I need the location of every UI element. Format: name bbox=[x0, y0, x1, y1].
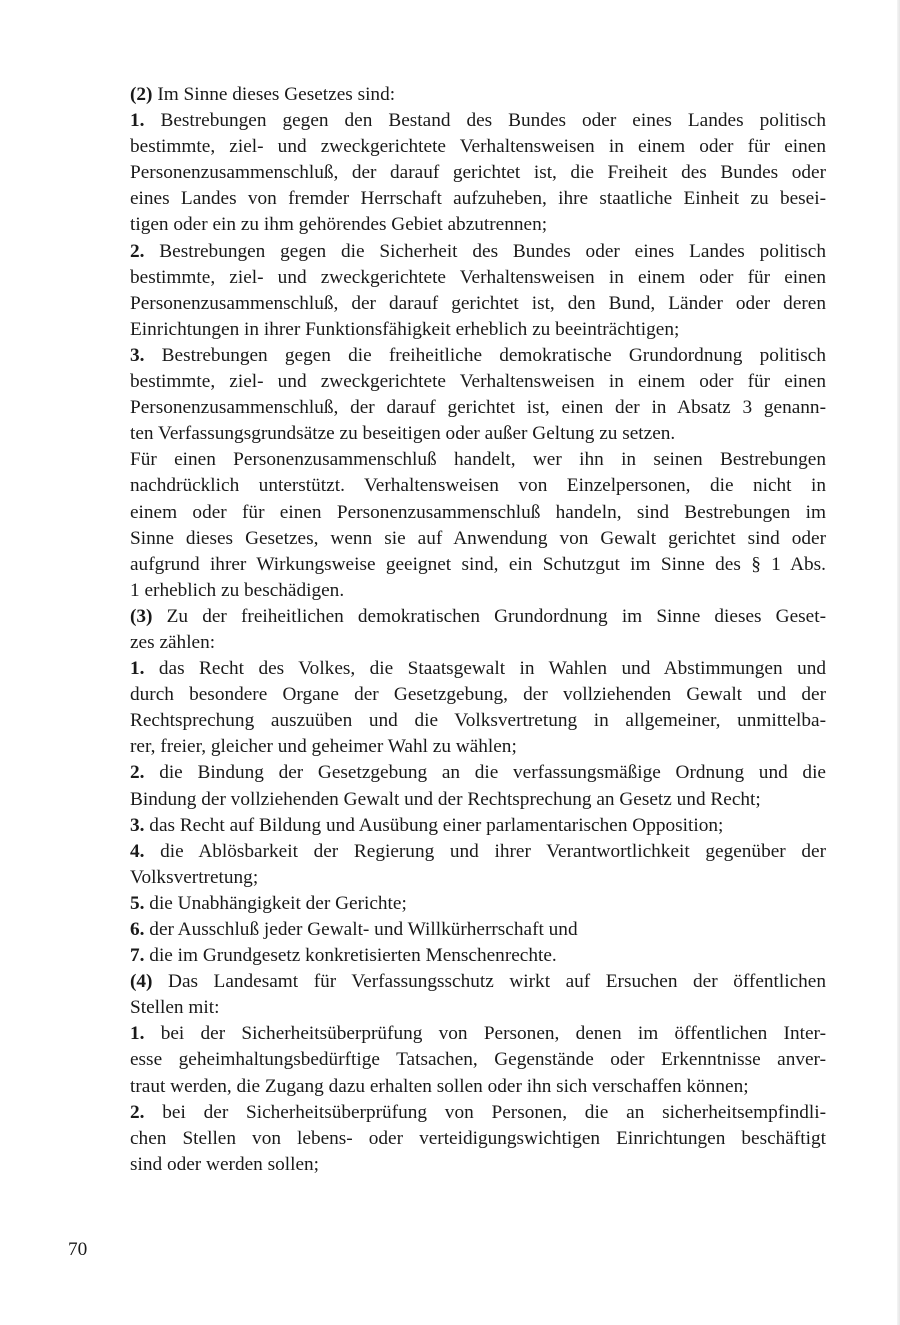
text-line bbox=[130, 682, 826, 708]
text-line bbox=[130, 1126, 826, 1152]
line-text: Bestrebungen gegen die freiheitliche demokratische Grundordnung politisch bbox=[161, 344, 826, 366]
line-text: Personenzusammenschluß, der darauf gerichtet ist, die Freiheit des Bundes oder bbox=[130, 162, 826, 184]
text-line bbox=[130, 1152, 826, 1178]
item-number: 2. bbox=[130, 240, 145, 262]
line-text: chen Stellen von lebens- oder verteidigungswichtigen Einrichtungen beschäftigt bbox=[130, 1127, 826, 1149]
item-number: (2) bbox=[130, 84, 153, 105]
item-number: 1. bbox=[130, 110, 145, 132]
text-line bbox=[130, 1074, 826, 1100]
text-line bbox=[130, 734, 826, 760]
line-text: ten Verfassungsgrundsätze zu beseitigen oder außer Geltung zu setzen. bbox=[130, 423, 676, 445]
text-line bbox=[130, 395, 826, 421]
line-text: Personenzusammenschluß, der darauf gerichtet ist, den Bund, Länder oder deren bbox=[130, 292, 826, 314]
line-text: traut werden, die Zugang dazu erhalten sollen oder ihn sich verschaffen können; bbox=[130, 1075, 749, 1097]
text-line bbox=[130, 291, 826, 317]
text-line bbox=[130, 839, 826, 865]
line-text: Für einen Personenzusammenschluß handelt, wer ihn in seinen Bestrebungen bbox=[130, 449, 826, 471]
line-text: Stellen mit: bbox=[130, 997, 220, 1019]
line-text: tigen oder ein zu ihm gehörendes Gebiet abzutrennen; bbox=[130, 214, 548, 236]
text-line bbox=[130, 369, 826, 395]
text-line bbox=[130, 239, 826, 265]
text-line bbox=[130, 891, 826, 917]
text-line bbox=[130, 943, 826, 969]
text-line bbox=[130, 212, 826, 238]
text-line bbox=[130, 160, 826, 186]
item-number: 2. bbox=[130, 1101, 145, 1123]
line-text: 1 erheblich zu beschädigen. bbox=[130, 579, 345, 601]
text-line bbox=[130, 265, 826, 291]
text-line bbox=[130, 108, 826, 134]
line-text: Rechtsprechung auszuüben und die Volksvertretung in allgemeiner, unmittelba- bbox=[130, 710, 826, 732]
text-line bbox=[130, 578, 826, 604]
text-line bbox=[130, 473, 826, 499]
line-text: die Bindung der Gesetzgebung an die verfassungsmäßige Ordnung und die bbox=[159, 762, 826, 784]
text-line bbox=[130, 813, 826, 839]
line-text: Einrichtungen in ihrer Funktionsfähigkeit erheblich zu beeinträchtigen; bbox=[130, 318, 680, 340]
text-line bbox=[130, 708, 826, 734]
text-line bbox=[130, 317, 826, 343]
line-text: Volksvertretung; bbox=[130, 866, 259, 888]
line-text: bei der Sicherheitsüberprüfung von Personen, die an sicherheitsempfindli- bbox=[162, 1101, 826, 1123]
item-number: 2. bbox=[130, 762, 145, 784]
line-text: durch besondere Organe der Gesetzgebung, der vollziehenden Gewalt und der bbox=[130, 684, 826, 706]
law-text-body bbox=[130, 82, 826, 1178]
text-line bbox=[130, 1100, 826, 1126]
line-text: Zu der freiheitlichen demokratischen Grundordnung im Sinne dieses Geset- bbox=[166, 605, 826, 627]
text-line bbox=[130, 865, 826, 891]
line-text: bestimmte, ziel- und zweckgerichtete Verhaltensweisen in einem oder für einen bbox=[130, 136, 826, 158]
line-text: die im Grundgesetz konkretisierten Menschenrechte. bbox=[149, 945, 557, 967]
line-text: zes zählen: bbox=[130, 631, 216, 653]
text-line bbox=[130, 995, 826, 1021]
text-line bbox=[130, 552, 826, 578]
item-number: 4. bbox=[130, 840, 145, 862]
item-number: (3) bbox=[130, 605, 153, 627]
line-text: nachdrücklich unterstützt. Verhaltensweisen von Einzelpersonen, die nicht in bbox=[130, 475, 826, 497]
line-text: einem oder für einen Personenzusammenschluß handeln, sind Bestrebungen im bbox=[130, 501, 826, 523]
line-text: sind oder werden sollen; bbox=[130, 1153, 320, 1175]
text-line bbox=[130, 134, 826, 160]
item-number: 1. bbox=[130, 658, 145, 680]
item-number: 3. bbox=[130, 344, 145, 366]
item-number: 7. bbox=[130, 945, 145, 967]
text-line bbox=[130, 1047, 826, 1073]
text-line bbox=[130, 787, 826, 813]
line-text: Personenzusammenschluß, der darauf gerichtet ist, einen der in Absatz 3 genann- bbox=[130, 397, 826, 419]
text-line bbox=[130, 421, 826, 447]
text-line bbox=[130, 526, 826, 552]
text-line bbox=[130, 186, 826, 212]
line-text: bestimmte, ziel- und zweckgerichtete Verhaltensweisen in einem oder für einen bbox=[130, 371, 826, 393]
text-line bbox=[130, 969, 826, 995]
text-line bbox=[130, 604, 826, 630]
text-line bbox=[130, 760, 826, 786]
line-text: Bindung der vollziehenden Gewalt und der Rechtsprechung an Gesetz und Recht; bbox=[130, 788, 761, 810]
line-text: die Ablösbarkeit der Regierung und ihrer Verantwortlichkeit gegenüber der bbox=[160, 840, 826, 862]
line-text: aufgrund ihrer Wirkungsweise geeignet sind, ein Schutzgut im Sinne des § 1 Abs. bbox=[130, 553, 826, 575]
line-text: Bestrebungen gegen die Sicherheit des Bundes oder eines Landes politisch bbox=[159, 240, 826, 262]
line-text: das Recht des Volkes, die Staatsgewalt in Wahlen und Abstimmungen und bbox=[158, 658, 826, 680]
item-number: 3. bbox=[130, 814, 145, 836]
line-text: bestimmte, ziel- und zweckgerichtete Verhaltensweisen in einem oder für einen bbox=[130, 266, 826, 288]
text-line bbox=[130, 630, 826, 656]
text-line bbox=[130, 1021, 826, 1047]
line-text: der Ausschluß jeder Gewalt- und Willkürherrschaft und bbox=[149, 919, 578, 940]
line-text: die Unabhängigkeit der Gerichte; bbox=[149, 892, 407, 914]
item-number: (4) bbox=[130, 971, 153, 993]
line-text: bei der Sicherheitsüberprüfung von Personen, denen im öffentlichen Inter- bbox=[160, 1023, 826, 1045]
text-line bbox=[130, 447, 826, 473]
line-text: rer, freier, gleicher und geheimer Wahl zu wählen; bbox=[130, 736, 517, 758]
line-text: Das Landesamt für Verfassungsschutz wirkt auf Ersuchen der öffentlichen bbox=[168, 971, 826, 993]
text-line bbox=[130, 343, 826, 369]
line-text: Sinne dieses Gesetzes, wenn sie auf Anwendung von Gewalt gerichtet sind oder bbox=[130, 527, 826, 549]
text-line bbox=[130, 82, 826, 108]
text-line bbox=[130, 656, 826, 682]
line-text: Im Sinne dieses Gesetzes sind: bbox=[157, 84, 396, 105]
line-text: das Recht auf Bildung und Ausübung einer parlamentarischen Opposition; bbox=[149, 814, 724, 836]
line-text: Bestrebungen gegen den Bestand des Bundes oder eines Landes politisch bbox=[160, 110, 826, 132]
text-line bbox=[130, 500, 826, 526]
text-line bbox=[130, 917, 826, 943]
line-text: esse geheimhaltungsbedürftige Tatsachen, Gegenstände oder Erkenntnisse anver- bbox=[130, 1049, 826, 1071]
item-number: 6. bbox=[130, 919, 145, 940]
item-number: 5. bbox=[130, 892, 145, 914]
item-number: 1. bbox=[130, 1023, 145, 1045]
line-text: eines Landes von fremder Herrschaft aufzuheben, ihre staatliche Einheit zu besei- bbox=[130, 188, 826, 210]
page-number: 70 bbox=[68, 1239, 88, 1260]
